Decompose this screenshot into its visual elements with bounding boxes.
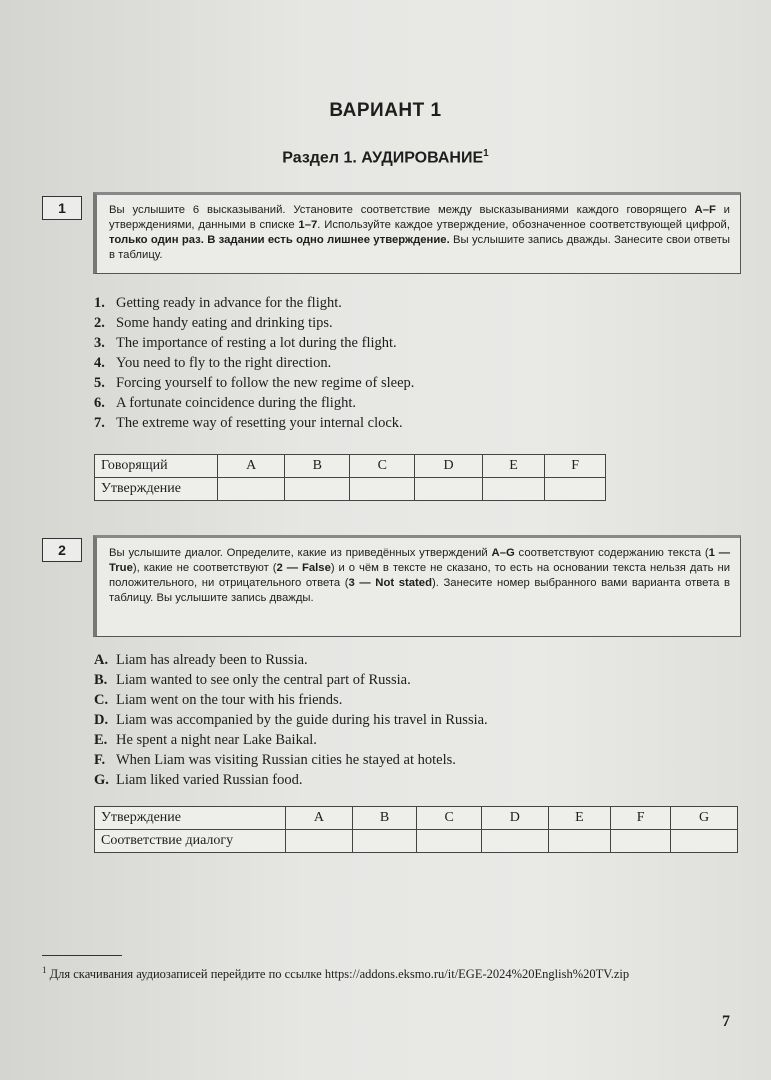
instruction-bold: 3 — Not stated xyxy=(348,577,432,589)
table-row xyxy=(95,807,738,830)
item-letter: B. xyxy=(94,672,108,688)
answer-cell[interactable] xyxy=(482,478,545,501)
item-letter: F. xyxy=(94,752,106,768)
instruction-bold: 2 — False xyxy=(276,562,331,574)
column-header: B xyxy=(285,455,350,478)
item-text: Liam was accompanied by the guide during his travel in Russia. xyxy=(116,712,488,728)
item-number: 7. xyxy=(94,415,105,431)
list-item xyxy=(94,750,488,770)
list-item xyxy=(94,293,414,313)
instruction-text: . Используйте каждое утверждение, обозначенное соответствующей цифрой, xyxy=(317,219,730,231)
answer-cell[interactable] xyxy=(611,830,671,853)
answer-cell[interactable] xyxy=(481,830,548,853)
row-header: Говорящий xyxy=(95,455,218,478)
item-letter: E. xyxy=(94,732,108,748)
item-letter: G. xyxy=(94,772,109,788)
row-header: Утверждение xyxy=(95,807,286,830)
answer-cell[interactable] xyxy=(545,478,606,501)
instruction-text: соответствуют содержанию текста ( xyxy=(514,547,709,559)
item-text: Liam has already been to Russia. xyxy=(116,652,308,668)
column-header: G xyxy=(671,807,738,830)
footnote-number: 1 xyxy=(42,965,47,975)
column-header: F xyxy=(545,455,606,478)
list-item xyxy=(94,650,488,670)
task-number-2: 2 xyxy=(42,538,82,562)
task1-instruction xyxy=(93,192,741,274)
column-header: C xyxy=(350,455,415,478)
list-item xyxy=(94,413,414,433)
task-number-1: 1 xyxy=(42,196,82,220)
column-header: F xyxy=(611,807,671,830)
item-text: You need to fly to the right direction. xyxy=(116,355,332,371)
column-header: E xyxy=(548,807,610,830)
list-item xyxy=(94,373,414,393)
task1-answer-table xyxy=(94,454,606,501)
item-number: 1. xyxy=(94,295,105,311)
item-number: 5. xyxy=(94,375,105,391)
task1-statement-list xyxy=(94,293,414,433)
list-item xyxy=(94,393,414,413)
instruction-bold: только один раз. В задании есть одно лишнее утверждение. xyxy=(109,234,450,246)
item-number: 3. xyxy=(94,335,105,351)
column-header: D xyxy=(481,807,548,830)
row-header: Утверждение xyxy=(95,478,218,501)
list-item xyxy=(94,770,488,790)
column-header: C xyxy=(417,807,482,830)
answer-cell[interactable] xyxy=(352,830,417,853)
page-title: ВАРИАНТ 1 xyxy=(329,100,442,121)
instruction-bold: А–F xyxy=(694,204,716,216)
answer-cell[interactable] xyxy=(350,478,415,501)
item-text: Liam liked varied Russian food. xyxy=(116,772,303,788)
footnote-text: Для скачивания аудиозаписей перейдите по ссылке https://addons.eksmo.ru/it/EGE-2024%20English%20TV.zip xyxy=(49,967,630,982)
footnote-mark: 1 xyxy=(483,148,489,159)
item-letter: C. xyxy=(94,692,109,708)
list-item xyxy=(94,353,414,373)
instruction-text: и утверждениями, данными в списке xyxy=(109,204,730,231)
item-text: Liam wanted to see only the central part of Russia. xyxy=(116,672,411,688)
section-heading xyxy=(0,148,771,167)
column-header: E xyxy=(482,455,545,478)
item-letter: A. xyxy=(94,652,109,668)
instruction-bold: А–G xyxy=(491,547,515,559)
column-header: A xyxy=(286,807,353,830)
table-row xyxy=(95,455,606,478)
list-item xyxy=(94,710,488,730)
instruction-text: Вы услышите диалог. Определите, какие из приведённых утверждений xyxy=(109,547,492,559)
instruction-text: Вы услышите запись дважды. Занесите свои ответы в таблицу. xyxy=(109,234,730,261)
item-text: When Liam was visiting Russian cities he stayed at hotels. xyxy=(116,752,456,768)
instruction-bold: 1 — True xyxy=(109,547,730,574)
item-text: Some handy eating and drinking tips. xyxy=(116,315,333,331)
page-number: 7 xyxy=(722,1013,730,1030)
instruction-text: ) и о чём в тексте не сказано, то есть на основании текста нельзя дать ни положительного, ни отрицательного ответа ( xyxy=(109,562,731,589)
instruction-bold: 1–7 xyxy=(298,219,318,231)
list-item xyxy=(94,313,414,333)
answer-cell[interactable] xyxy=(285,478,350,501)
item-number: 6. xyxy=(94,395,105,411)
answer-cell[interactable] xyxy=(218,478,285,501)
list-item xyxy=(94,690,488,710)
item-letter: D. xyxy=(94,712,109,728)
task2-instruction xyxy=(93,535,741,637)
list-item xyxy=(94,670,488,690)
item-text: Getting ready in advance for the flight. xyxy=(116,295,342,311)
column-header: A xyxy=(218,455,285,478)
item-text: He spent a night near Lake Baikal. xyxy=(116,732,317,748)
item-text: Forcing yourself to follow the new regime of sleep. xyxy=(116,375,415,391)
task2-answer-table xyxy=(94,806,738,853)
column-header: B xyxy=(352,807,417,830)
item-text: A fortunate coincidence during the flight. xyxy=(116,395,356,411)
answer-cell[interactable] xyxy=(286,830,353,853)
footnote xyxy=(42,962,742,983)
answer-cell[interactable] xyxy=(415,478,482,501)
list-item xyxy=(94,730,488,750)
table-row xyxy=(95,478,606,501)
answer-cell[interactable] xyxy=(548,830,610,853)
column-header: D xyxy=(415,455,482,478)
answer-cell[interactable] xyxy=(417,830,482,853)
list-item xyxy=(94,333,414,353)
footnote-divider xyxy=(42,955,122,956)
answer-cell[interactable] xyxy=(671,830,738,853)
item-number: 4. xyxy=(94,355,105,371)
item-text: The extreme way of resetting your internal clock. xyxy=(116,415,403,431)
item-number: 2. xyxy=(94,315,105,331)
section-label: Раздел 1. АУДИРОВАНИЕ xyxy=(282,149,484,167)
task2-statement-list xyxy=(94,650,488,790)
item-text: The importance of resting a lot during the flight. xyxy=(116,335,397,351)
row-header: Соответствие диалогу xyxy=(95,830,286,853)
table-row xyxy=(95,830,738,853)
instruction-text: ). Занесите номер выбранного вами варианта ответа в таблицу. Вы услышите запись дважды. xyxy=(109,577,730,604)
instruction-text: ), какие не соответствуют ( xyxy=(132,562,277,574)
item-text: Liam went on the tour with his friends. xyxy=(116,692,343,708)
instruction-text: Вы услышите 6 высказываний. Установите соответствие между высказываниями каждого говорящего xyxy=(109,204,695,216)
